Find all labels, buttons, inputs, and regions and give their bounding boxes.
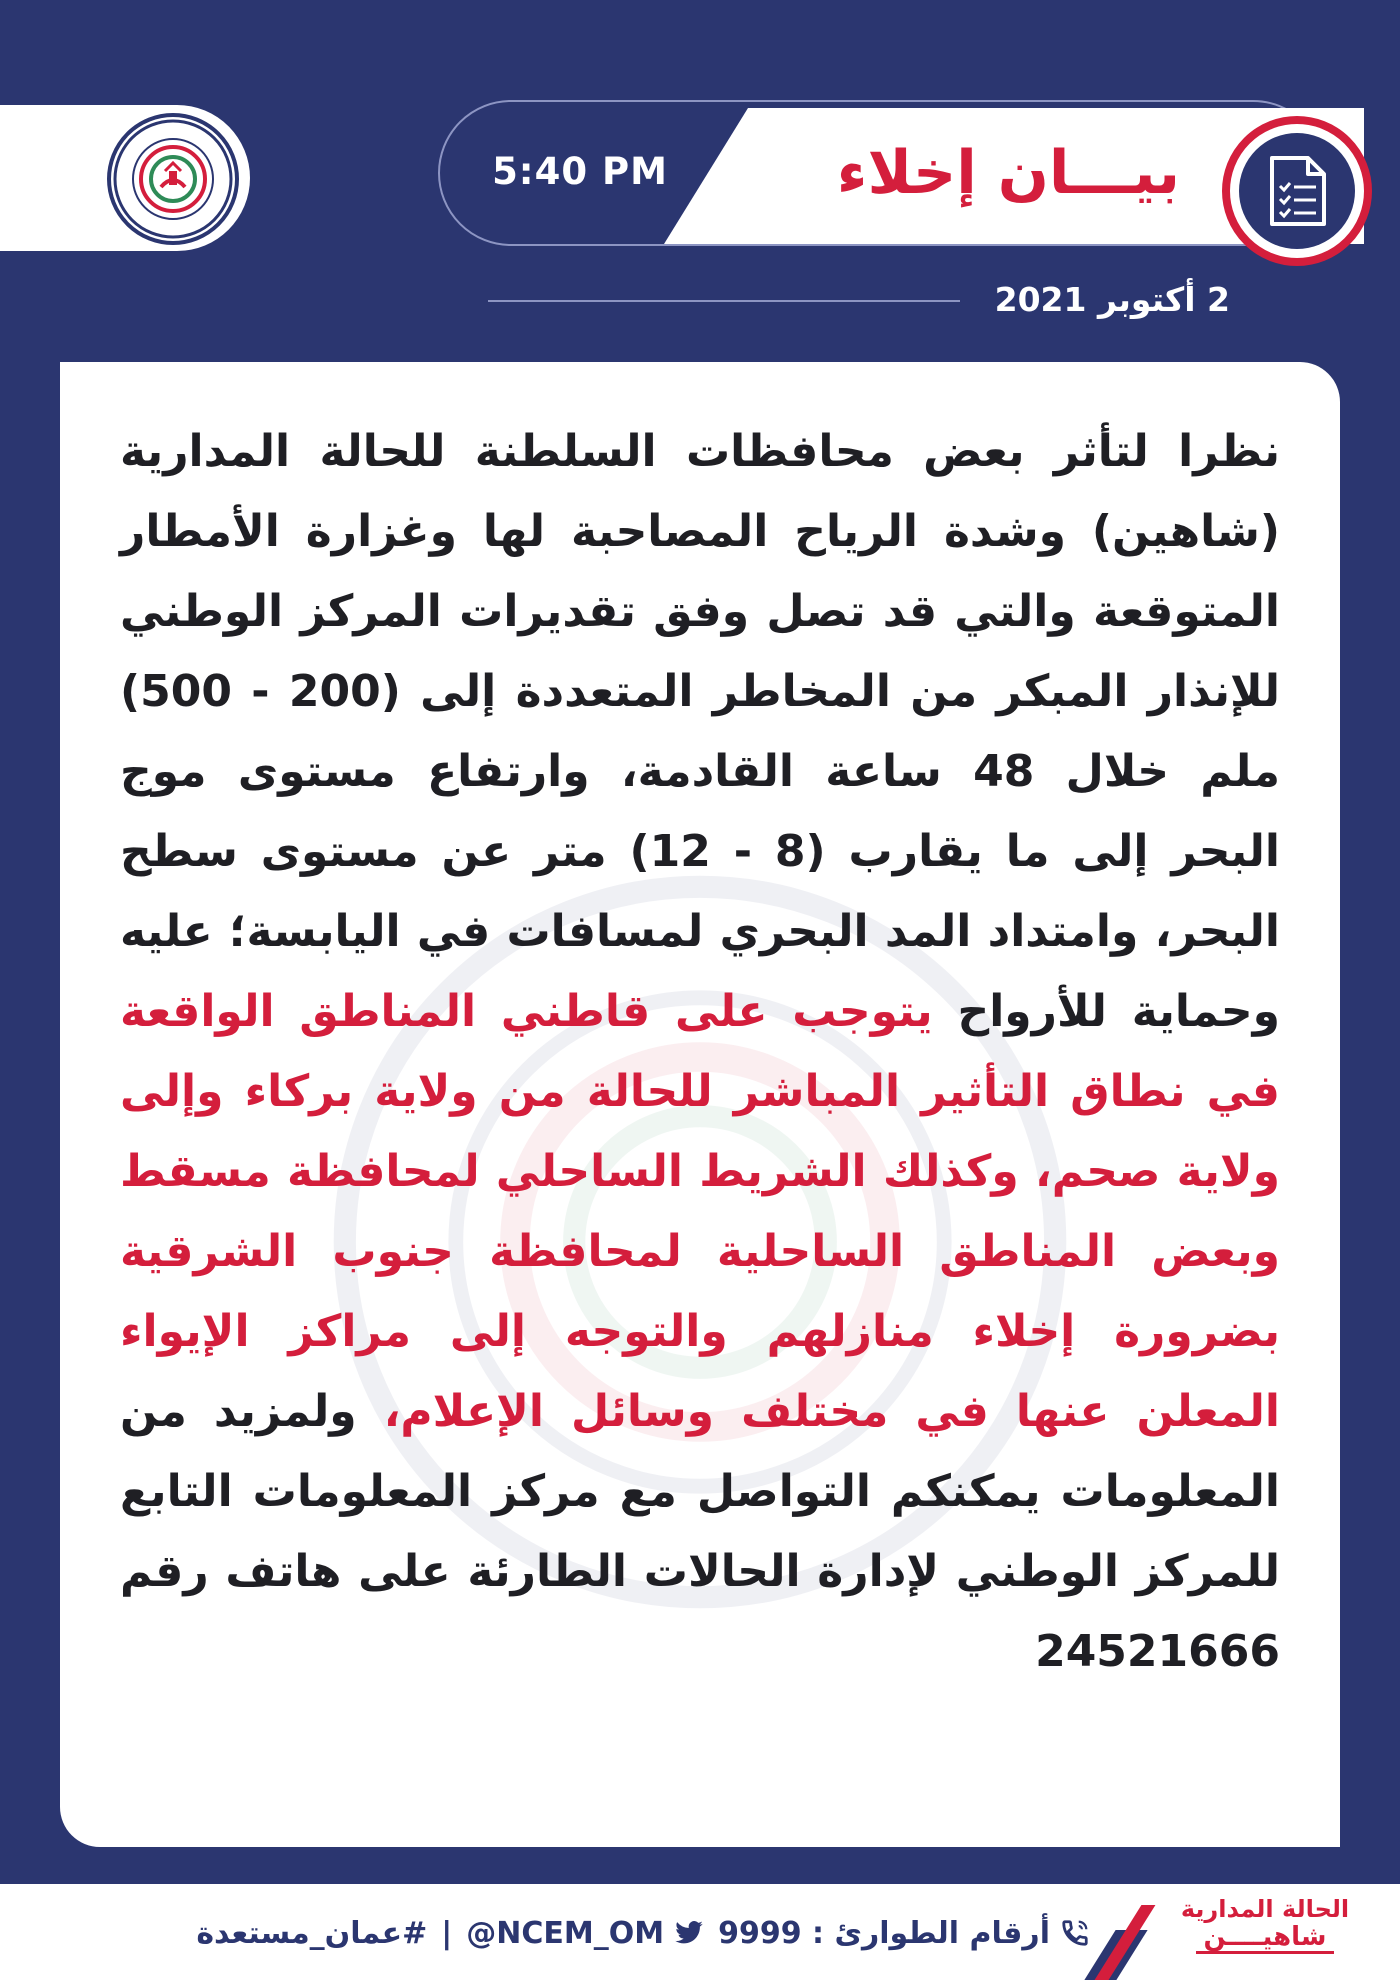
ncem-logo [107,113,239,245]
storm-label-line1: الحالة المدارية [1180,1895,1350,1923]
phone-icon [1060,1918,1090,1948]
emergency-numbers[interactable] [718,1916,1090,1951]
body-contact-info: ولمزيد من المعلومات يمكنكم التواصل مع مركز المعلومات التابع للمركز الوطني لإدارة الحالات الطارئة على هاتف رقم 24521666 [120,1386,1280,1677]
checklist-document-icon [1266,156,1328,226]
statement-time: 5:40 PM [492,150,668,193]
twitter-bird-icon [674,1918,704,1948]
twitter-handle-group[interactable] [466,1916,704,1951]
document-badge [1222,116,1372,266]
emergency-number-text: أرقام الطوارئ : 9999 [718,1915,1050,1951]
evacuation-directive: يتوجب على قاطني المناطق الواقعة في نطاق التأثير المباشر للحالة من ولاية بركاء وإلى ولاية صحم، وكذلك الشريط الساحلي لمحافظة مسقط وبعض المناطق الساحلية لمحافظة جنوب الشرقية بضرورة إخلاء منازلهم والتوجه إلى مراكز الإيواء المعلن عنها في مختلف وسائل الإعلام، [120,986,1281,1437]
page-title: بيـــان إخلاء [836,138,1180,208]
statement-date: 2 أكتوبر 2021 [994,280,1230,319]
statement-body [120,412,1280,1692]
body-intro: نظرا لتأثر بعض محافظات السلطنة للحالة المدارية (شاهين) وشدة الرياح المصاحبة لها وغزارة الأمطار المتوقعة والتي قد تصل وفق تقديرات المركز الوطني للإنذار المبكر من المخاطر المتعددة إلى (200 - 500) ملم خلال 48 ساعة القادمة، وارتفاع مستوى موج البحر إلى ما يقارب (8 - 12) متر عن مستوى سطح البحر، وامتداد المد البحري لمسافات في اليابسة؛ عليه وحماية للأرواح [120,426,1281,1037]
twitter-handle[interactable]: @NCEM_OM [466,1915,665,1951]
storm-label-line2: شاهيــــن [1196,1923,1335,1954]
footer-contacts [60,1908,1090,1958]
hashtag[interactable]: #عمان_مستعدة [196,1915,428,1951]
statement-card [60,362,1340,1847]
date-divider [488,300,960,302]
storm-name-label [1150,1895,1380,1954]
ncem-seal-icon [111,117,235,241]
footer-separator: | [441,1915,453,1951]
